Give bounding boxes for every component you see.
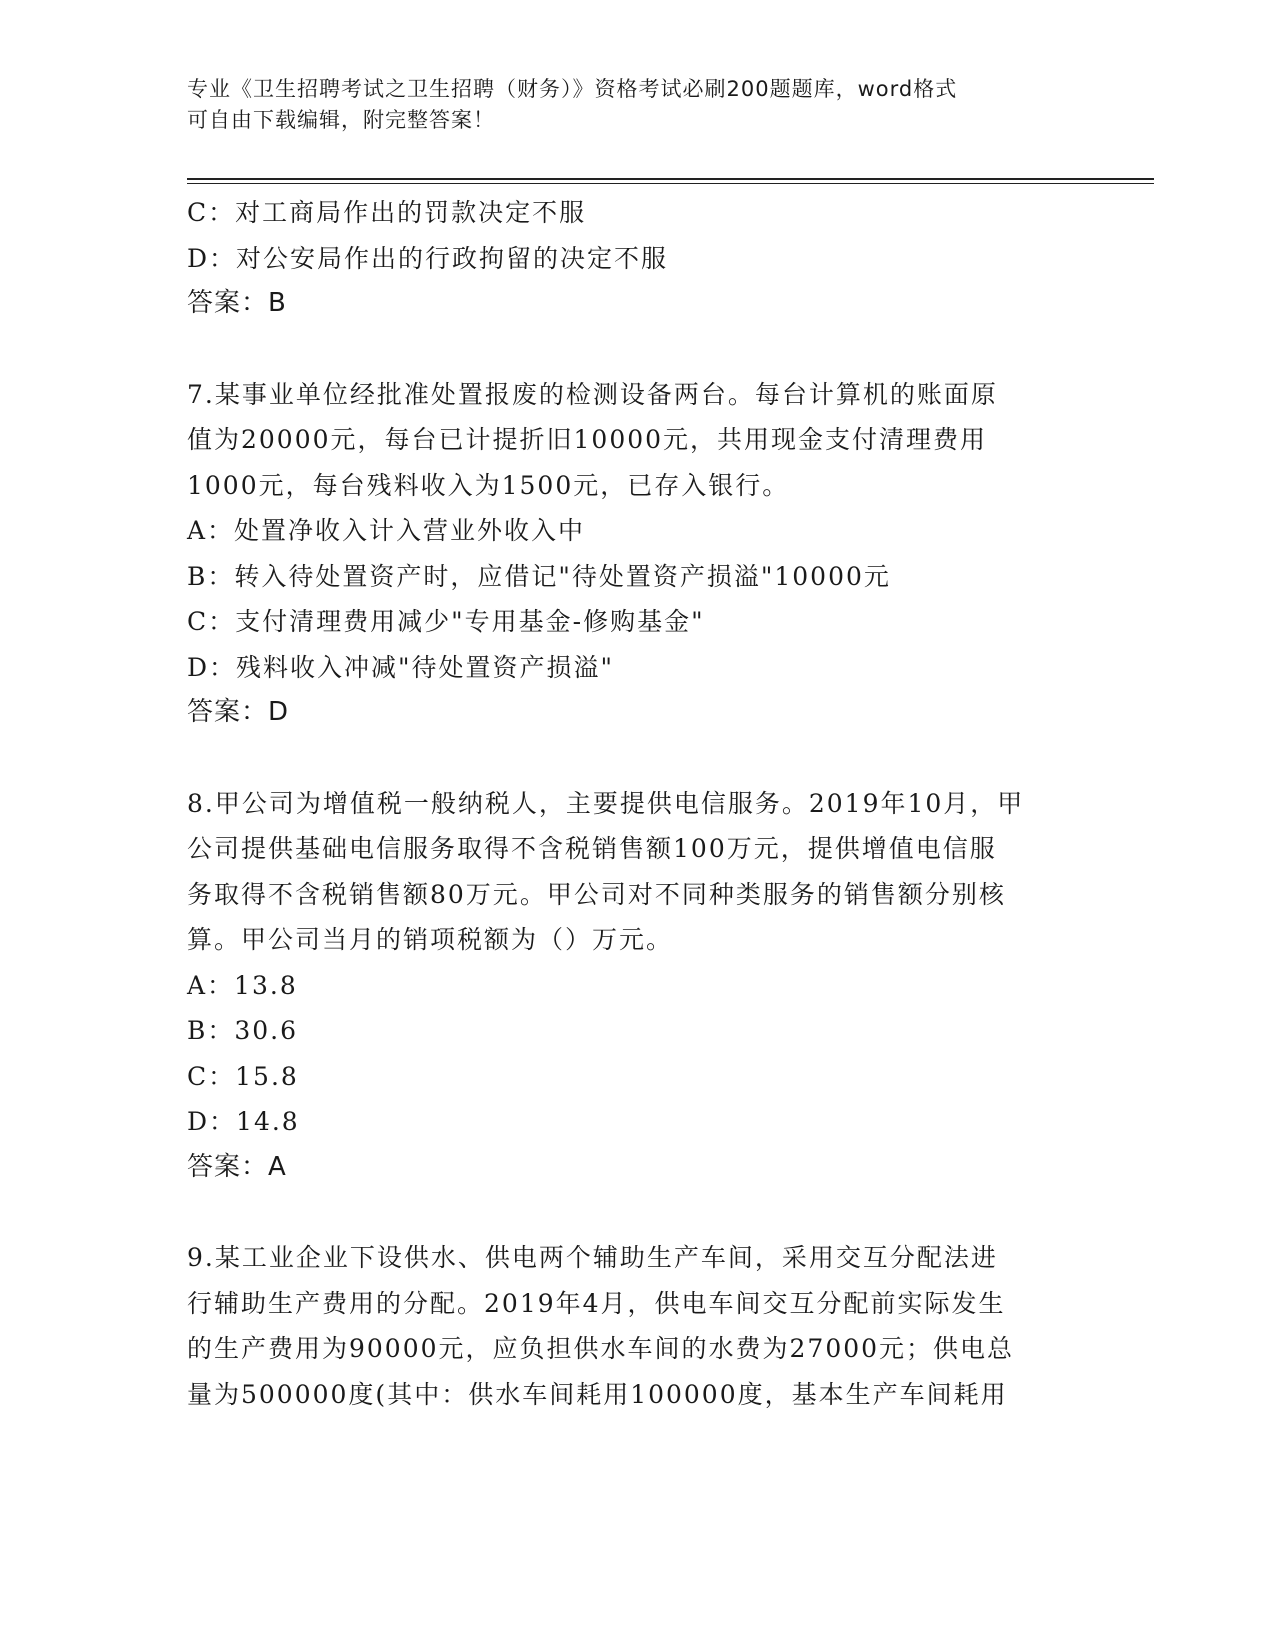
question-7 [187,372,1087,736]
option-c: C：支付清理费用减少"专用基金-修购基金" [187,607,705,636]
option-d: D：14.8 [187,1107,300,1136]
answer: 答案：D [187,697,290,727]
option-a: A：处置净收入计入营业外收入中 [187,516,586,545]
header-rule-thick [187,178,1154,180]
question-text-line: 1000元，每台残料收入为1500元，已存入银行。 [187,470,790,500]
question-text-line: 9.某工业企业下设供水、供电两个辅助生产车间，采用交互分配法进 [187,1243,998,1272]
option-b: B：转入待处置资产时，应借记"待处置资产损溢"10000元 [187,561,891,591]
question-text-line: 量为500000度(其中：供水车间耗用100000度，基本生产车间耗用 [187,1379,1008,1409]
answer: 答案：B [187,288,287,318]
option-d: D：残料收入冲减"待处置资产损溢" [187,652,615,682]
question-text-line: 的生产费用为90000元，应负担供水车间的水费为27000元；供电总 [187,1334,1015,1363]
question-text-line: 7.某事业单位经批准处置报废的检测设备两台。每台计算机的账面原 [187,379,998,409]
option-a: A：13.8 [187,970,298,1000]
option-b: B：30.6 [187,1016,299,1045]
header-line-1: 专业《卫生招聘考试之卫生招聘（财务）》资格考试必刷200题题库，word格式 [187,77,958,101]
option-c: C：对工商局作出的罚款决定不服 [187,198,587,227]
answer: 答案：A [187,1151,287,1182]
question-9 [187,1235,1087,1417]
question-6-continued [187,190,1087,327]
question-text-line: 值为20000元，每台已计提折旧10000元，共用现金支付清理费用 [187,425,988,454]
question-text-line: 公司提供基础电信服务取得不含税销售额100万元，提供增值电信服 [187,834,997,863]
question-text-line: 务取得不含税销售额80万元。甲公司对不同种类服务的销售额分别核 [187,879,1006,909]
option-c: C：15.8 [187,1061,299,1091]
header-rule-thin [187,183,1154,184]
document-header [187,74,1067,136]
header-line-2: 可自由下载编辑，附完整答案！ [187,108,495,132]
option-d: D：对公安局作出的行政拘留的决定不服 [187,243,669,273]
document-body [187,190,1087,1417]
question-text-line: 8.甲公司为增值税一般纳税人，主要提供电信服务。2019年10月，甲 [187,788,1025,818]
question-text-line: 算。甲公司当月的销项税额为（）万元。 [187,925,674,954]
question-text-line: 行辅助生产费用的分配。2019年4月，供电车间交互分配前实际发生 [187,1288,1006,1318]
question-8 [187,781,1087,1191]
